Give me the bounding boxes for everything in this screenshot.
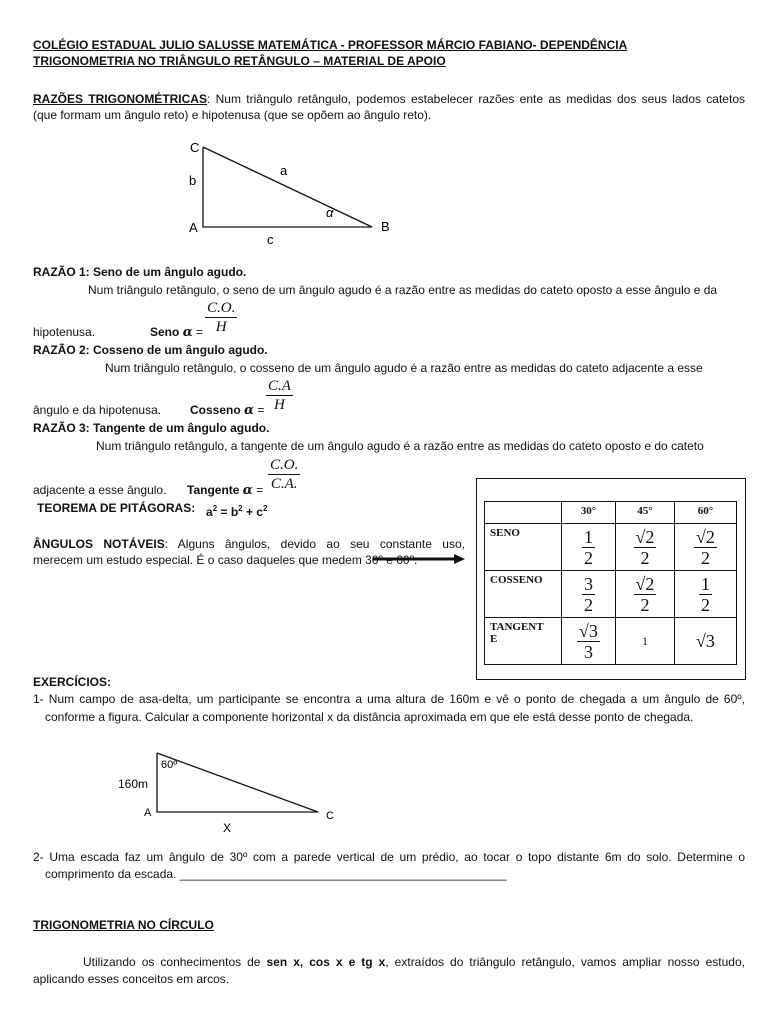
side-label-b: b <box>189 173 197 188</box>
cosseno-fraction: $\frac{C.A}{H}$ <box>268 378 291 413</box>
header-30: 30° <box>562 502 616 524</box>
notaveis-title: ÂNGULOS NOTÁVEIS <box>33 537 165 551</box>
cosseno-45-cell: $\frac{√2}{2}$ <box>616 571 675 618</box>
circulo-title: TRIGONOMETRIA NO CÍRCULO <box>33 918 214 932</box>
tangente-60-cell: √3 <box>675 618 737 665</box>
ex1-line1: 1- Num campo de asa-delta, um participante se encontra a uma altura de 160m e vê o ponto de chegada a um ângulo de 60º, <box>33 692 745 706</box>
ex2-line2: comprimento da escada. _________________________________________________ <box>45 867 507 881</box>
triangle-diagram-2 <box>157 753 318 812</box>
razao3-label: Tangente α = <box>187 483 264 498</box>
table-row <box>485 618 737 665</box>
side-label-c: c <box>267 232 274 247</box>
vertex-label-a: A <box>189 220 198 235</box>
x-label: X <box>223 821 232 835</box>
tangente-fraction: $\frac{C.O.}{C.A.}$ <box>270 457 299 492</box>
razao2-text1: Num triângulo retângulo, o cosseno de um ângulo agudo é a razão entre as medidas do cateto adjacente a esse <box>105 361 703 375</box>
arrow-icon <box>454 554 465 564</box>
ex1-line2: conforme a figura. Calcular a componente horizontal x da distância aproximada em que ele está desse ponto de chegada. <box>45 710 694 724</box>
intro-paragraph-line1 <box>33 92 745 107</box>
header-line2: TRIGONOMETRIA NO TRIÂNGULO RETÂNGULO – MATERIAL DE APOIO <box>33 54 446 68</box>
header-60: 60° <box>675 502 737 524</box>
side-label-a: a <box>280 163 288 178</box>
table-row <box>485 571 737 618</box>
height-label: 160m <box>118 777 149 791</box>
row-label-cosseno: COSSENO <box>485 571 562 618</box>
intro-text1: : Num triângulo retângulo, podemos estabelecer razões ente as medidas dos seus lados catetos <box>206 92 745 106</box>
intro-text2: (que formam um ângulo reto) e hipotenusa (que se opõem ao ângulo reto). <box>33 108 432 122</box>
vertex-label-b: B <box>381 219 390 234</box>
seno-60-cell: $\frac{√2}{2}$ <box>675 524 737 571</box>
notable-angles-table <box>484 501 737 665</box>
table-header-row <box>485 502 737 524</box>
notaveis-line1: ÂNGULOS NOTÁVEIS: Alguns ângulos, devido ao seu constante uso, <box>33 537 465 551</box>
razao1-label: Seno α = <box>150 325 204 340</box>
intro-title: RAZÕES TRIGONOMÉTRICAS <box>33 92 207 106</box>
razao3-text2: adjacente a esse ângulo. <box>33 483 167 497</box>
tangente-45-cell: 1 <box>616 618 675 665</box>
table-corner-cell <box>485 502 562 524</box>
answer-blank[interactable]: _________________________________________________ <box>179 867 507 881</box>
pitagoras-formula: $a^2 = b^2 + c^2$ <box>206 504 268 519</box>
cosseno-30-cell: $\frac{3}{2}$ <box>562 571 616 618</box>
vertex-label-c2: C <box>326 810 334 822</box>
table-row <box>485 524 737 571</box>
notaveis-text2: merecem um estudo especial. É o caso daqueles que medem 30º e 60º. <box>33 553 418 567</box>
razao1-text1: Num triângulo retângulo, o seno de um ângulo agudo é a razão entre as medidas do cateto oposto a esse ângulo e da <box>88 283 718 297</box>
seno-fraction: $\frac{C.O.}{H}$ <box>207 300 236 335</box>
cosseno-60-cell: $\frac{1}{2}$ <box>675 571 737 618</box>
row-label-seno: SENO <box>485 524 562 571</box>
pitagoras-label: TEOREMA DE PITÁGORAS: <box>37 501 196 515</box>
vertex-label-a2: A <box>144 807 152 819</box>
seno-30-cell: $\frac{1}{2}$ <box>562 524 616 571</box>
razao2-title: RAZÃO 2: Cosseno de um ângulo agudo. <box>33 343 268 357</box>
tangente-30-cell: $\frac{√3}{3}$ <box>562 618 616 665</box>
exercicios-title: EXERCÍCIOS: <box>33 675 112 689</box>
razao1-title: RAZÃO 1: Seno de um ângulo agudo. <box>33 265 247 279</box>
row-label-tangente: TANGENT E <box>485 618 562 665</box>
circulo-text1: Utilizando os conhecimentos de sen x, cos x e tg x, extraídos do triângulo retângulo, vamos ampliar nosso estudo, <box>83 955 745 969</box>
ex2-line1: 2- Uma escada faz um ângulo de 30º com a parede vertical de um prédio, ao tocar o topo distante 6m do solo. Determine o <box>33 850 745 864</box>
seno-45-cell: $\frac{√2}{2}$ <box>616 524 675 571</box>
razao1-text2: hipotenusa. <box>33 325 96 339</box>
razao3-title: RAZÃO 3: Tangente de um ângulo agudo. <box>33 421 270 435</box>
vertex-label-c: C <box>190 140 200 155</box>
razao2-label: Cosseno α = <box>190 403 265 418</box>
angle-60-label: 60º <box>161 759 178 771</box>
razao2-text2: ângulo e da hipotenusa. <box>33 403 162 417</box>
circulo-text2: aplicando esses conceitos em arcos. <box>33 972 230 986</box>
razao3-text1: Num triângulo retângulo, a tangente de um ângulo agudo é a razão entre as medidas do cateto oposto e do cateto <box>96 439 704 453</box>
header-line1: COLÉGIO ESTADUAL JULIO SALUSSE MATEMÁTICA - PROFESSOR MÁRCIO FABIANO- DEPENDÊNCIA <box>33 38 628 52</box>
alpha-angle-label: α <box>326 205 334 220</box>
header-45: 45° <box>616 502 675 524</box>
